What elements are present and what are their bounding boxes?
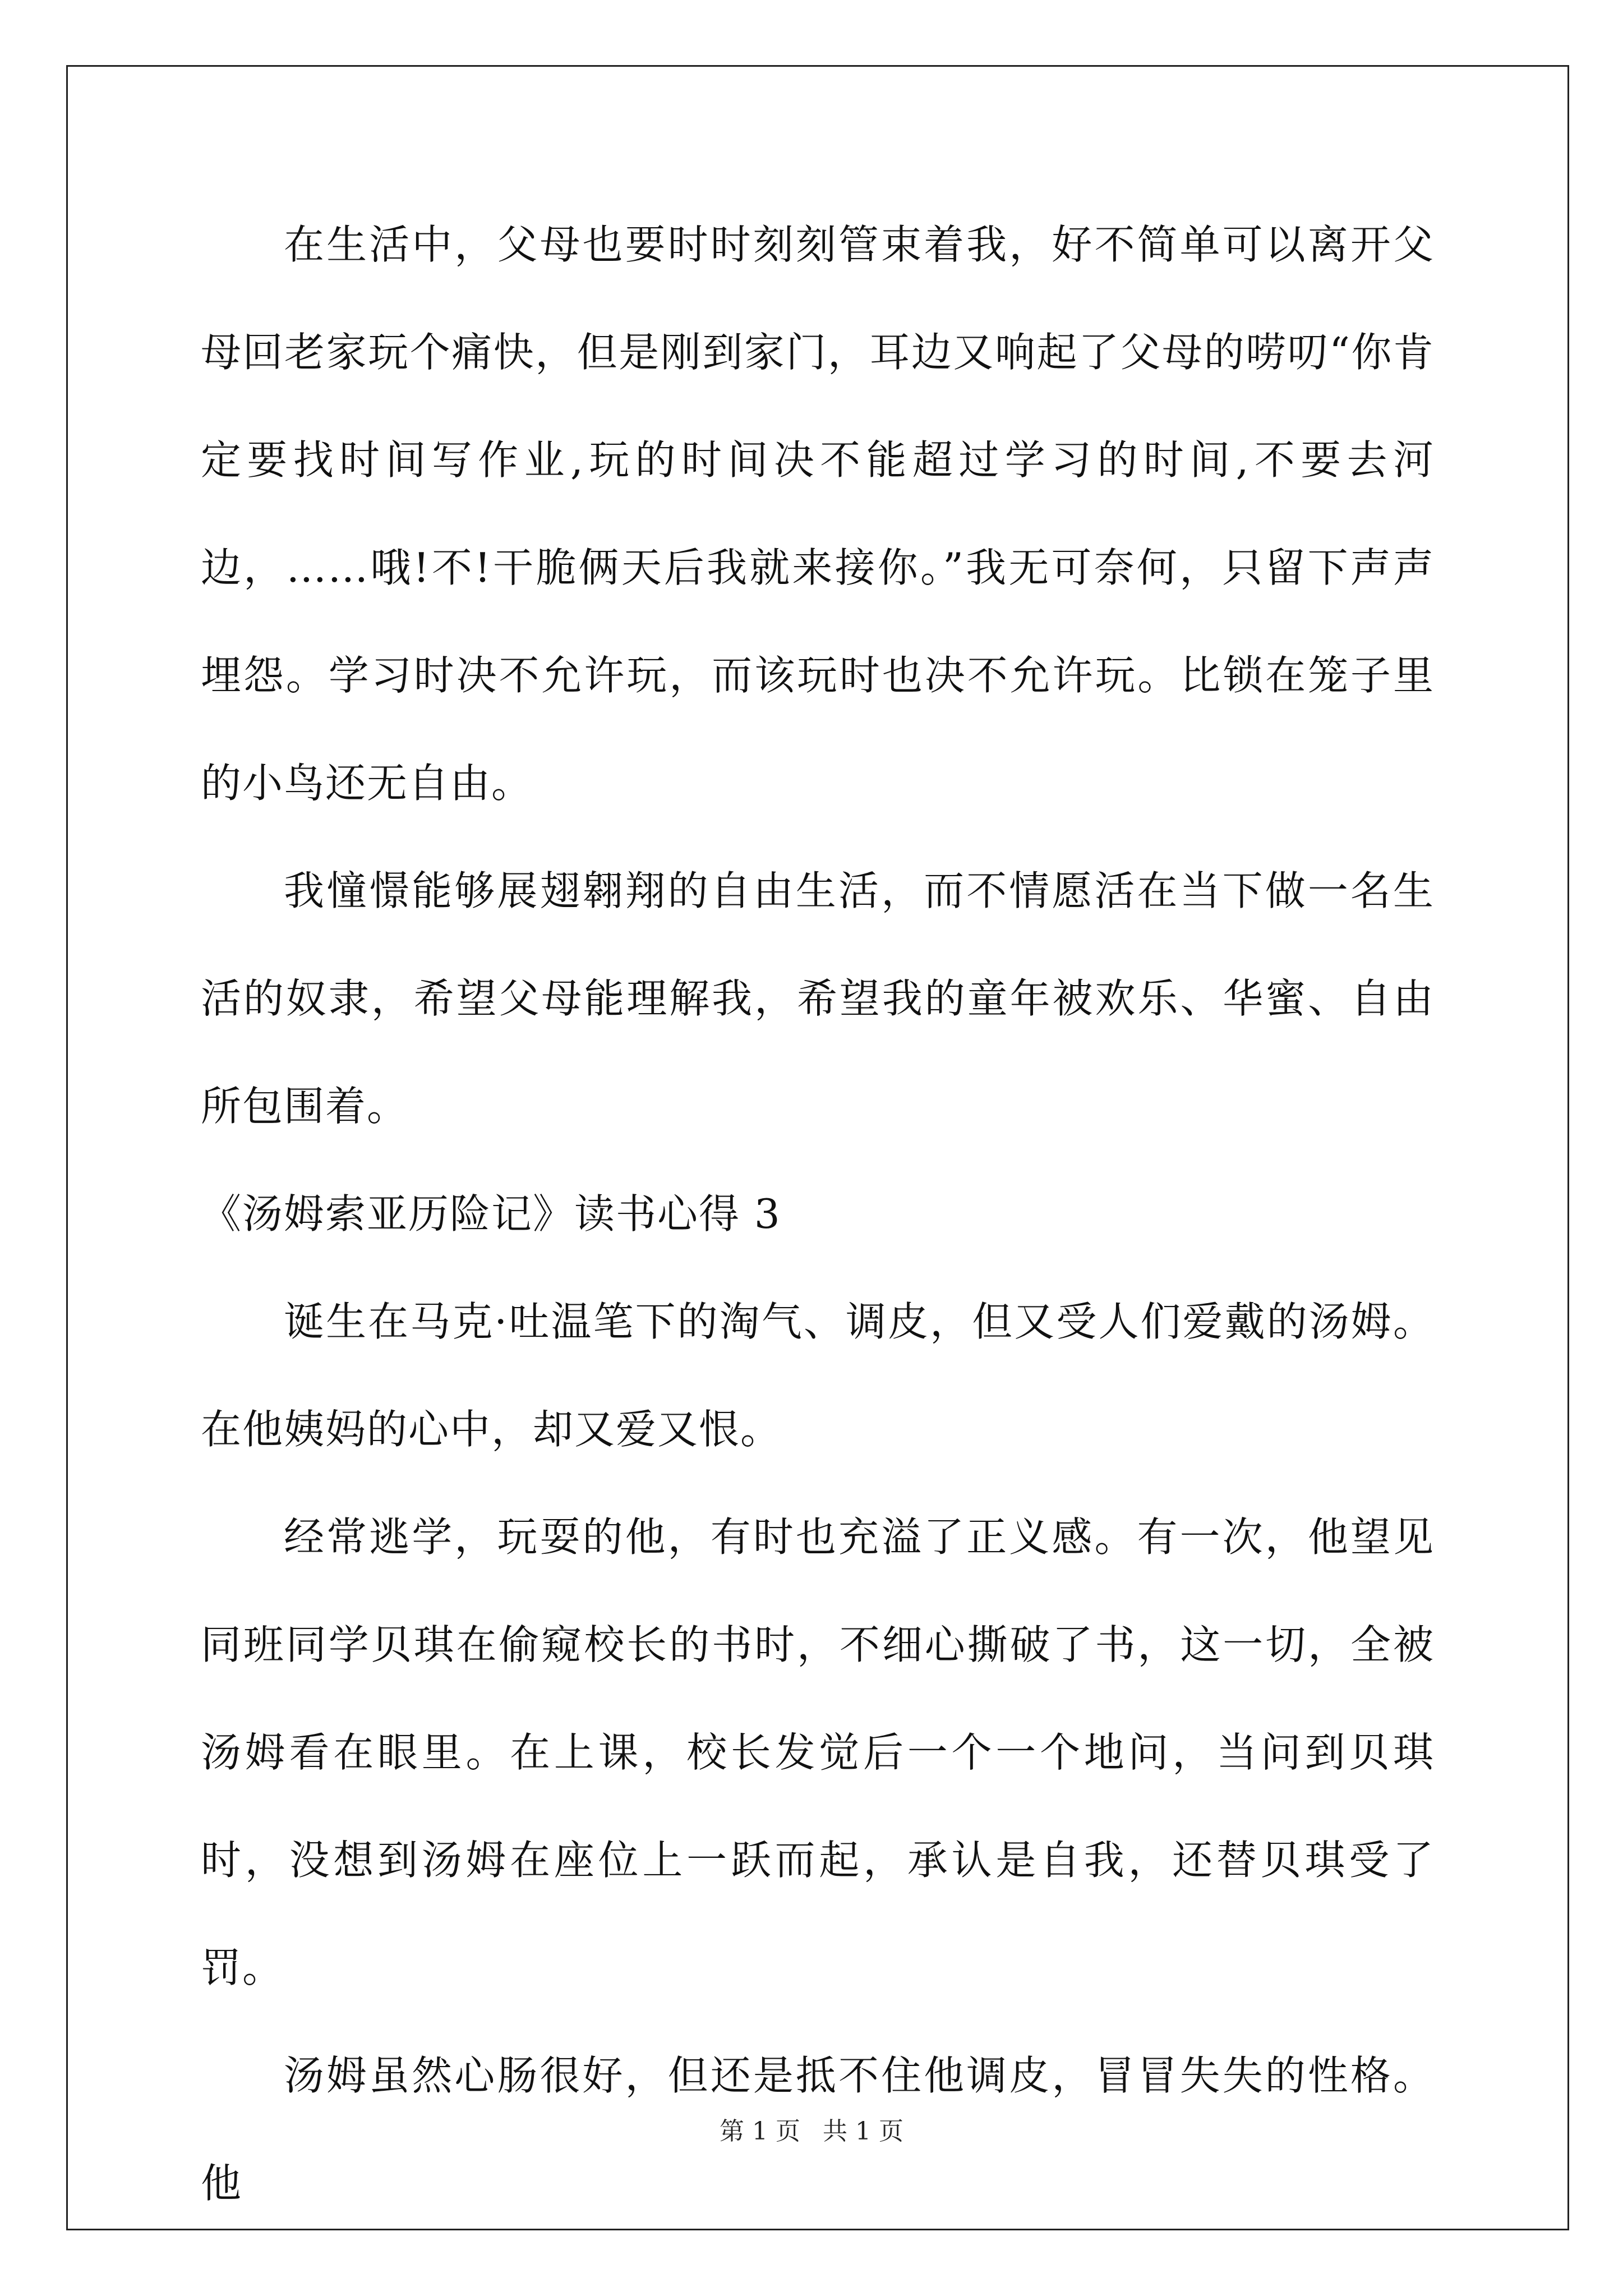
- page-footer: [0, 2115, 1623, 2148]
- page-total: 共 1 页: [823, 2117, 903, 2146]
- paragraph-2: 我憧憬能够展翅翱翔的自由生活，而不情愿活在当下做一名生活的奴隶，希望父母能理解我，希望我的童年被欢乐、华蜜、自由所包围着。: [201, 867, 1435, 1130]
- page-number: 第 1 页: [720, 2117, 800, 2146]
- paragraph-5: 汤姆虽然心肠很好，但还是抵不住他调皮，冒冒失失的性格。他: [201, 2052, 1435, 2207]
- document-body: [201, 191, 1435, 2237]
- paragraph-3: 诞生在马克·吐温笔下的淘气、调皮，但又受人们爱戴的汤姆。在他姨妈的心中，却又爱又恨。: [201, 1298, 1435, 1453]
- section-heading: 《汤姆索亚历险记》读书心得 3: [201, 1190, 781, 1237]
- paragraph-4: 经常逃学，玩耍的他，有时也充溢了正义感。有一次，他望见同班同学贝琪在偷窥校长的书时，不细心撕破了书，这一切，全被汤姆看在眼里。在上课，校长发觉后一个一个地问，当问到贝琪时，没想到汤姆在座位上一跃而起，承认是自我，还替贝琪受了罚。: [201, 1513, 1435, 1991]
- paragraph-1: 在生活中，父母也要时时刻刻管束着我，好不简单可以离开父母回老家玩个痛快，但是刚到家门，耳边又响起了父母的唠叨“你肯定要找时间写作业,玩的时间决不能超过学习的时间,不要去河边，……哦!不!干脆俩天后我就来接你。”我无可奈何，只留下声声埋怨。学习时决不允许玩，而该玩时也决不允许玩。比锁在笼子里的小鸟还无自由。: [201, 221, 1435, 807]
